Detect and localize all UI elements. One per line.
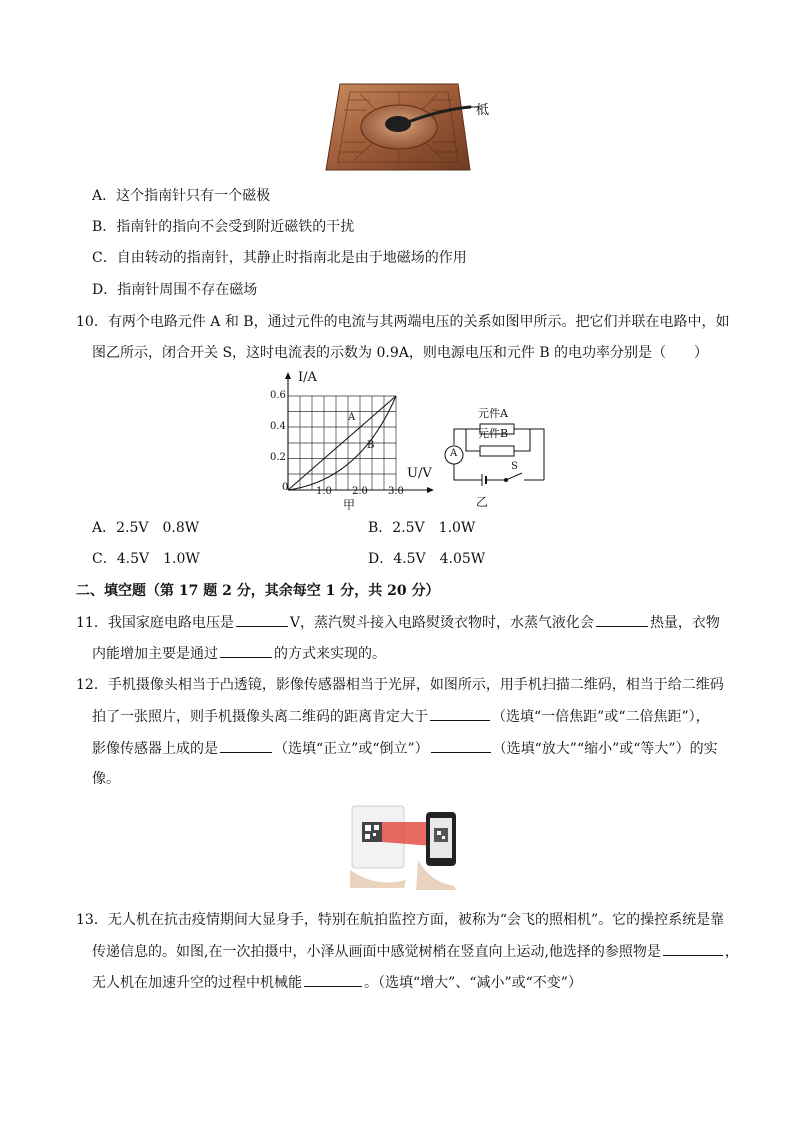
answer-blank[interactable]	[220, 738, 272, 753]
q11-text: 内能增加主要是通过	[92, 646, 218, 662]
q10-option-a: A．2.5V 0.8W	[92, 520, 200, 536]
graph-ylabel: I/A	[298, 370, 317, 385]
q12-text: 影像传感器上成的是	[92, 741, 218, 757]
circuit-diagram	[440, 395, 550, 510]
wire	[454, 464, 482, 480]
compass-figure	[320, 80, 490, 175]
switch-label: S	[511, 461, 518, 472]
wire	[514, 429, 544, 480]
curve-a-label: A	[348, 412, 356, 423]
q11-line2	[92, 643, 386, 664]
ammeter-label: A	[450, 448, 458, 459]
q12-line2	[92, 706, 710, 727]
answer-blank[interactable]	[596, 612, 648, 627]
qr-scan-figure	[346, 800, 464, 890]
q13-text: ，	[724, 944, 739, 960]
q13-text: 传递信息的。如图,在一次拍摄中，小泽从画面中感觉树梢在竖直向上运动,他选择的参照物是	[92, 944, 661, 960]
x-axis-arrow	[427, 487, 434, 493]
circuit-caption: 乙	[476, 495, 489, 509]
graph-origin: 0	[282, 482, 289, 493]
q10-option-c: C．4.5V 1.0W	[92, 551, 200, 567]
graph-ytick: 0.4	[270, 421, 286, 432]
wire	[514, 429, 530, 451]
answer-blank[interactable]	[220, 643, 272, 658]
q11-text: V，蒸汽熨斗接入电路熨烫衣物时，水蒸气液化会	[289, 615, 594, 631]
section-title: 二、填空题（第 17 题 2 分，其余每空 1 分，共 20 分）	[76, 583, 440, 599]
graph-caption: 甲	[343, 498, 356, 512]
q10-stem-line1: 10．有两个电路元件 A 和 B，通过元件的电流与其两端电压的关系如图甲所示。把它们并联在电路中，如	[76, 314, 730, 330]
graph-ytick: 0.2	[270, 452, 286, 463]
q9-option-d: D．指南针周围不存在磁场	[92, 282, 258, 298]
sinan-compass-image	[320, 80, 490, 175]
graph-xtick: 2.0	[352, 486, 368, 497]
answer-blank[interactable]	[430, 706, 490, 721]
q10-option-d: D．4.5V 4.05W	[368, 551, 486, 567]
q9-option-c: C．自由转动的指南针，其静止时指南北是由于地磁场的作用	[92, 250, 467, 266]
q9-option-b: B．指南针的指向不会受到附近磁铁的干扰	[92, 219, 355, 235]
element-a-label: 元件A	[478, 407, 508, 420]
q12-line1: 12．手机摄像头相当于凸透镜，影像传感器相当于光屏，如图所示，用手机扫描二维码，相当于给二维码	[76, 677, 724, 693]
q13-text: 。（选填“增大”、“减小”或“不变”）	[364, 975, 582, 991]
qr-scan-image	[346, 800, 464, 890]
q11-line1	[76, 612, 720, 633]
y-axis-arrow	[285, 372, 291, 379]
graph-ytick: 0.6	[270, 390, 286, 401]
graph-xlabel: U/V	[407, 466, 432, 481]
answer-blank[interactable]	[431, 738, 491, 753]
iu-graph	[262, 368, 442, 513]
answer-blank[interactable]	[236, 612, 288, 627]
q12-text: （选填“正立”或“倒立”）	[274, 741, 429, 757]
q12-line3	[92, 738, 718, 759]
q12-text: 拍了一张照片，则手机摄像头离二维码的距离肯定大于	[92, 709, 428, 725]
graph-xtick: 3.0	[388, 486, 404, 497]
element-b-label: 元件B	[478, 427, 509, 440]
switch-lever	[506, 473, 522, 480]
q13-text: 无人机在加速升空的过程中机械能	[92, 975, 302, 991]
q11-text: 11．我国家庭电路电压是	[76, 615, 234, 631]
q13-line3	[92, 972, 582, 993]
spoon-tail-label: 柢	[476, 103, 490, 118]
q11-text: 的方式来实现的。	[274, 646, 386, 662]
curve-b-label: B	[367, 440, 375, 451]
answer-blank[interactable]	[663, 941, 723, 956]
q12-text: （选填“一倍焦距”或“二倍焦距”），	[492, 709, 710, 725]
q12-text: （选填“放大”“缩小”或“等大”）的实	[492, 741, 718, 757]
q11-text: 热量，衣物	[649, 615, 720, 631]
q9-option-a: A．这个指南针只有一个磁极	[92, 188, 271, 204]
wire	[454, 429, 480, 445]
q10-stem-line2: 图乙所示，闭合开关 S，这时电流表的示数为 0.9A，则电源电压和元件 B 的电功率分别是（ ）	[92, 345, 709, 361]
q13-line1: 13．无人机在抗击疫情期间大显身手，特别在航拍监控方面，被称为“会飞的照相机”。它的操控系统是靠	[76, 912, 725, 928]
q10-option-b: B．2.5V 1.0W	[368, 520, 476, 536]
element-b-box	[480, 446, 514, 456]
graph-xtick: 1.0	[316, 486, 332, 497]
answer-blank[interactable]	[304, 972, 362, 987]
q12-line4: 像。	[92, 771, 120, 787]
q13-line2	[92, 941, 739, 962]
